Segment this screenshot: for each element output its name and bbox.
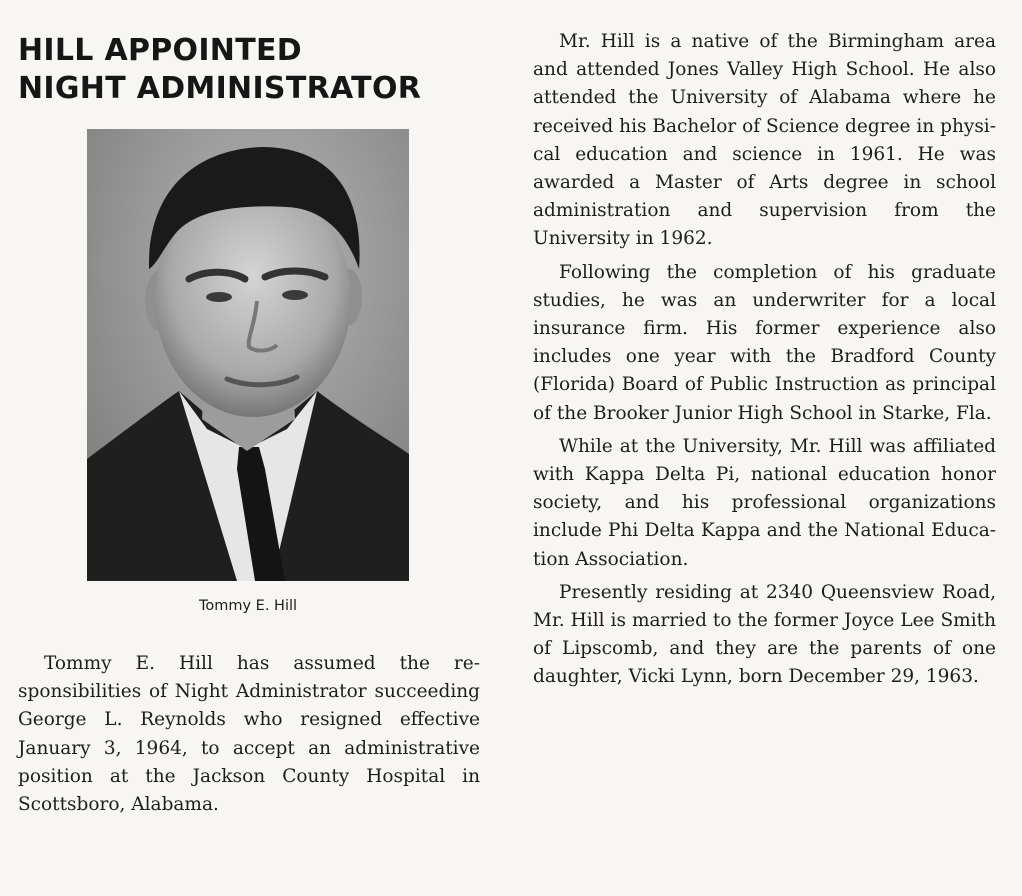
photo-caption: Tommy E. Hill [198, 598, 298, 614]
paragraph-affiliations: While at the University, Mr. Hill was affiliated with Kappa Delta Pi, national education honor society, and his professional organizations include Phi Delta Kappa and the National Education Association. [533, 435, 996, 570]
intro-paragraph: Tommy E. Hill has assumed the responsibilities of Night Administrator succeeding George L. Reynolds who resigned effective January 3, 1964, to accept an administrative position at the Jackson County Hospital in Scottsboro, Alabama. [18, 653, 480, 816]
headline [18, 32, 438, 108]
paragraph-experience: Following the completion of his graduate studies, he was an underwriter for a local insurance firm. His former experience also includes one year with the Bradford County (Florida) Board of Public Instruction as principal of the Brooker Junior High School in Starke, Fla. [533, 261, 996, 424]
portrait-illustration [87, 129, 409, 581]
portrait-photo [87, 129, 409, 581]
paragraph-family: Presently residing at 2340 Queensview Road, Mr. Hill is married to the former Joyce Lee Smith of Lipscomb, and they are the parents of one daughter, Vicki Lynn, born December 29, 1963. [533, 581, 996, 688]
headline-line-2: NIGHT ADMINISTRATOR [18, 71, 422, 106]
right-column [533, 28, 996, 692]
left-column [18, 650, 480, 819]
headline-line-1: HILL APPOINTED [18, 33, 302, 68]
paragraph-background: Mr. Hill is a native of the Birmingham area and attended Jones Valley High School. He also attended the University of Alabama where he received his Bachelor of Science degree in physical education and science in 1961. He was awarded a Master of Arts degree in school administration and supervision from the University in 1962. [533, 31, 996, 250]
